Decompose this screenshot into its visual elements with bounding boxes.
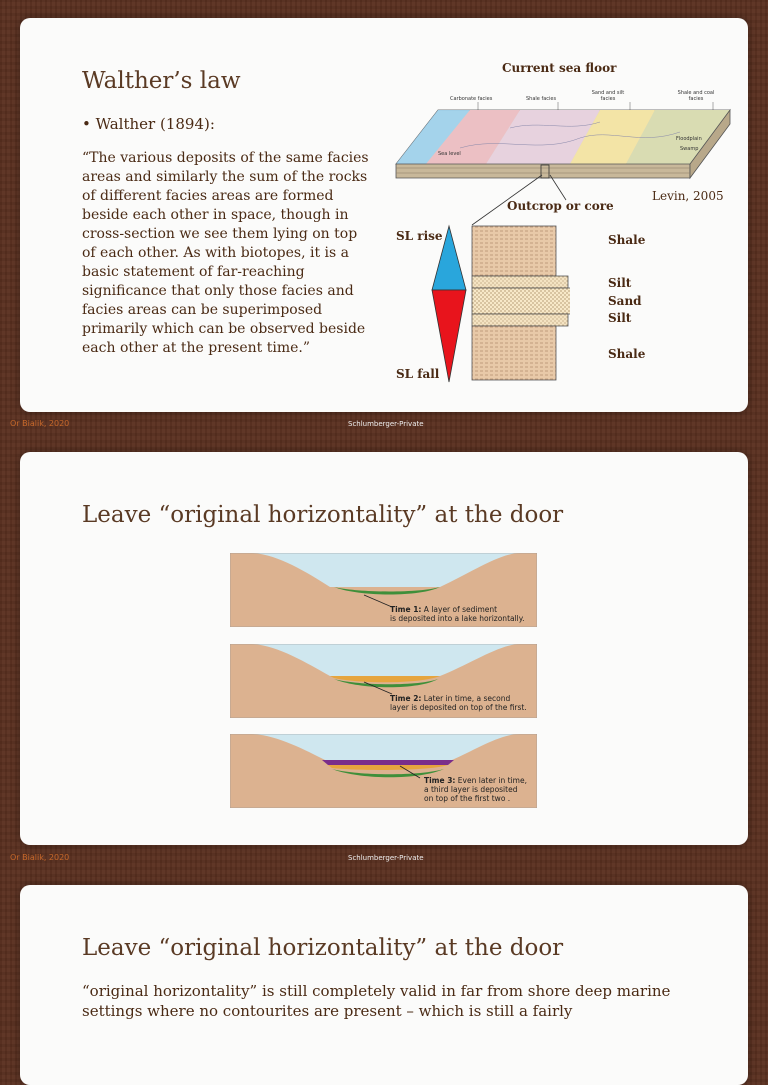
bullet-item: • Walther (1894): — [82, 115, 215, 133]
footer-classification: Schlumberger-Private — [348, 420, 424, 428]
caption-line: a third layer is deposited — [424, 785, 518, 794]
slide-title: Leave “original horizontality” at the door — [82, 935, 564, 961]
map-label-sea-level: Sea level — [438, 151, 461, 157]
bullet-text: Walther (1894): — [95, 115, 215, 133]
caption-line: is deposited into a lake horizontally. — [390, 614, 525, 623]
caption-time-label: Time 1: — [390, 605, 422, 614]
sl-fall-triangle — [432, 290, 466, 382]
column-label-silt: Silt — [608, 276, 632, 290]
caption-time-label: Time 3: — [424, 776, 456, 785]
facies-label: Sand and silt facies — [591, 90, 625, 102]
time3-caption — [424, 776, 527, 803]
slide-title: Walther’s law — [82, 68, 241, 94]
stratigraphic-column — [470, 224, 570, 384]
walther-quote: “The various deposits of the same facies areas and similarly the sum of the rocks of different facies areas are formed beside each other in space, though in cross-section we see them lying on top of each other. As with biotopes, it is a basic statement of far-reaching significance that only those facies and facies areas can be superimposed primarily which can be observed beside each other at the present time.” — [82, 150, 369, 356]
slide3-text: “original horizontality” is still completely valid in far from shore deep marine settings where no contourites are present – which is still a fairly — [82, 982, 671, 1020]
time2-caption — [390, 694, 527, 712]
sl-fall-label: SL fall — [396, 367, 440, 381]
time1-panel — [230, 553, 537, 627]
time1-caption — [390, 605, 525, 623]
slide-walthers-law — [20, 18, 748, 412]
caption-line: on top of the first two . — [424, 794, 511, 803]
column-label-silt: Silt — [608, 311, 632, 325]
facies-label: Shale and coal facies — [677, 90, 715, 102]
footer-author: Or Bialik, 2020 — [10, 419, 70, 428]
slide-original-horizontality — [20, 452, 748, 845]
slide-title: Leave “original horizontality” at the door — [82, 502, 564, 528]
outcrop-label: Outcrop or core — [507, 199, 614, 213]
caption-time-label: Time 2: — [390, 694, 422, 703]
column-label-shale: Shale — [608, 233, 646, 247]
caption-line: A layer of sediment — [421, 605, 498, 614]
sl-rise-label: SL rise — [396, 229, 443, 243]
slide-original-horizontality-2 — [20, 885, 748, 1085]
facies-label: Carbonate facies — [450, 96, 493, 102]
map-label-floodplain: Floodplain — [676, 136, 702, 142]
map-label-swamp: Swamp — [680, 146, 699, 152]
figure-heading: Current sea floor — [502, 61, 617, 75]
caption-line: Even later in time, — [455, 776, 527, 785]
time2-panel — [230, 644, 537, 718]
figure-credit: Levin, 2005 — [652, 189, 724, 203]
caption-line: layer is deposited on top of the first. — [390, 703, 527, 712]
sl-rise-triangle — [432, 226, 466, 290]
column-label-shale: Shale — [608, 347, 646, 361]
time3-panel — [230, 734, 537, 808]
caption-line: Later in time, a second — [421, 694, 511, 703]
footer-author: Or Bialik, 2020 — [10, 853, 70, 862]
footer-classification: Schlumberger-Private — [348, 854, 424, 862]
sea-level-arrow — [430, 224, 470, 384]
column-label-sand: Sand — [608, 294, 642, 308]
facies-label: Shale facies — [526, 96, 557, 102]
pointer-lines — [460, 163, 600, 233]
